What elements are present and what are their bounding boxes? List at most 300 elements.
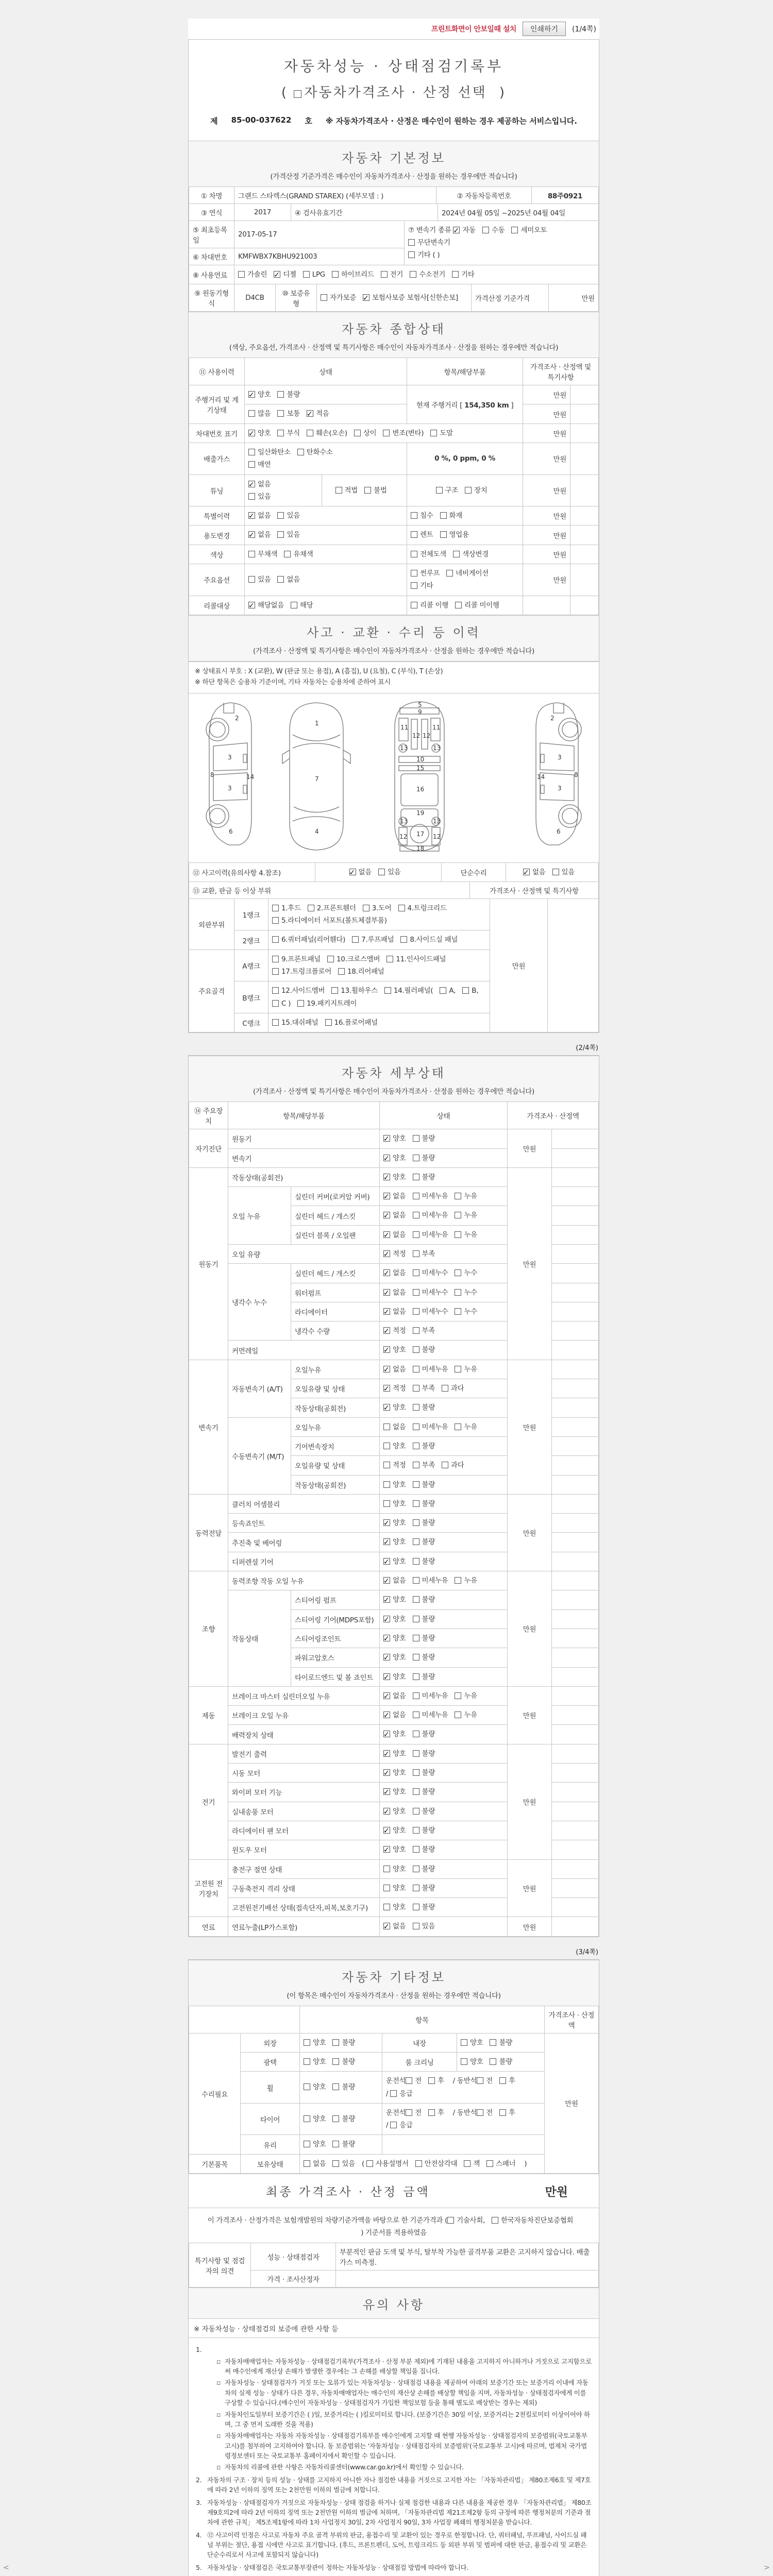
checkbox[interactable] [411,602,417,608]
checkbox-option[interactable] [490,2037,512,2049]
checkbox-option[interactable] [307,427,347,439]
checkbox-option[interactable] [248,459,271,471]
checkbox-option[interactable] [413,1843,435,1856]
checkbox[interactable] [413,1673,419,1680]
checkbox-checked[interactable] [383,1289,390,1296]
checkbox[interactable] [284,551,291,557]
checkbox[interactable] [486,2160,493,2167]
checkbox-option[interactable] [413,1709,448,1721]
checkbox-option[interactable] [413,1209,448,1222]
checkbox-option[interactable] [272,934,345,946]
checkbox[interactable] [291,602,297,608]
checkbox-option[interactable] [321,292,356,304]
checkbox[interactable] [411,512,417,519]
checkbox[interactable] [390,2090,397,2097]
checkbox-option[interactable] [440,510,462,522]
checkbox[interactable] [413,1174,419,1180]
checkbox-option[interactable] [383,1325,406,1337]
checkbox[interactable] [411,551,417,557]
checkbox-option[interactable] [272,985,325,997]
checkbox[interactable] [413,1404,419,1411]
checkbox[interactable] [248,449,255,455]
checkbox-option[interactable] [413,1863,435,1875]
checkbox-option[interactable] [248,427,271,439]
checkbox[interactable] [272,936,279,943]
checkbox-option[interactable] [413,1920,435,1933]
checkbox-option[interactable] [408,236,450,249]
checkbox[interactable] [453,551,460,557]
checkbox-option[interactable] [383,1267,406,1279]
checkbox[interactable] [440,512,447,519]
checkbox[interactable] [272,968,279,975]
checkbox-checked[interactable] [274,271,280,278]
checkbox-option[interactable] [364,484,386,497]
checkbox-option[interactable] [349,866,372,878]
checkbox-option[interactable] [294,81,486,105]
checkbox-option[interactable] [398,902,447,914]
checkbox-option[interactable] [436,484,458,497]
checkbox-option[interactable] [325,1016,378,1029]
checkbox[interactable] [413,1731,419,1737]
checkbox-option[interactable] [523,866,545,878]
checkbox-checked[interactable] [383,1731,390,1737]
checkbox-option[interactable] [411,548,446,561]
checkbox-option[interactable] [332,2056,355,2068]
checkbox[interactable] [455,602,462,608]
checkbox[interactable] [277,531,284,538]
checkbox[interactable] [413,1923,419,1929]
checkbox-option[interactable] [413,1363,448,1376]
checkbox-option[interactable] [277,573,299,586]
checkbox[interactable] [352,936,359,943]
checkbox-checked[interactable] [453,227,460,233]
checkbox[interactable] [413,1808,419,1815]
checkbox-checked[interactable] [383,1616,390,1622]
checkbox-option[interactable] [383,1536,406,1548]
checkbox[interactable] [413,1711,419,1718]
checkbox-option[interactable] [413,1382,435,1395]
checkbox[interactable] [304,2039,310,2046]
checkbox-option[interactable] [440,985,456,997]
scroll-left-arrow[interactable]: < [3,2564,9,2572]
checkbox-option[interactable] [413,1824,435,1837]
checkbox-option[interactable] [413,1786,435,1798]
checkbox[interactable] [490,2039,496,2046]
checkbox[interactable] [511,227,518,233]
checkbox[interactable] [413,1769,419,1776]
checkbox[interactable] [248,576,255,583]
checkbox[interactable] [332,271,339,278]
checkbox-option[interactable] [248,446,291,459]
checkbox[interactable] [413,1212,419,1218]
checkbox-checked[interactable] [383,1788,390,1795]
checkbox-option[interactable] [452,268,474,281]
checkbox-option[interactable] [277,510,299,522]
checkbox-option[interactable] [248,490,271,503]
checkbox-option[interactable] [413,1536,435,1548]
checkbox-checked[interactable] [383,1155,390,1161]
checkbox[interactable] [455,1711,461,1718]
checkbox[interactable] [413,1385,419,1392]
checkbox-checked[interactable] [248,531,255,538]
checkbox-option[interactable] [455,1229,477,1241]
checkbox[interactable] [413,1481,419,1488]
checkbox-option[interactable] [383,1286,406,1299]
checkbox-option[interactable] [413,1748,435,1760]
checkbox-option[interactable] [272,1016,318,1029]
checkbox[interactable] [413,1289,419,1296]
checkbox-checked[interactable] [383,1269,390,1276]
checkbox-option[interactable] [383,1613,406,1625]
checkbox-option[interactable] [413,1190,448,1202]
checkbox-checked[interactable] [383,1750,390,1757]
checkbox-option[interactable] [383,1824,406,1837]
checkbox[interactable] [325,1019,332,1026]
checkbox-checked[interactable] [383,1673,390,1680]
checkbox-checked[interactable] [383,1327,390,1334]
checkbox[interactable] [304,2160,310,2167]
checkbox-option[interactable] [440,529,469,541]
checkbox-checked[interactable] [383,1577,390,1584]
checkbox[interactable] [272,1019,279,1026]
checkbox[interactable] [413,1193,419,1199]
checkbox[interactable] [413,1577,419,1584]
checkbox-option[interactable] [492,2214,573,2227]
checkbox[interactable] [406,2077,412,2084]
checkbox-option[interactable] [406,2075,422,2087]
checkbox[interactable] [455,1577,461,1584]
checkbox-option[interactable] [352,934,394,946]
checkbox-checked[interactable] [383,1711,390,1718]
checkbox[interactable] [332,2039,339,2046]
checkbox-checked[interactable] [383,1654,390,1660]
checkbox[interactable] [455,1692,461,1699]
checkbox[interactable] [452,271,459,278]
checkbox-checked[interactable] [248,602,255,608]
checkbox-option[interactable] [411,510,433,522]
checkbox-option[interactable] [383,1920,406,1933]
checkbox-checked[interactable] [383,1346,390,1353]
checkbox-checked[interactable] [307,410,313,417]
checkbox-option[interactable] [413,1171,435,1183]
checkbox[interactable] [455,1366,461,1372]
checkbox-option[interactable] [381,268,403,281]
checkbox[interactable] [413,1866,419,1872]
checkbox-option[interactable] [383,1152,406,1164]
checkbox[interactable] [455,1193,461,1199]
checkbox[interactable] [413,1423,419,1430]
checkbox-option[interactable] [413,1344,435,1356]
checkbox-checked[interactable] [383,1596,390,1603]
checkbox-option[interactable] [406,2107,422,2119]
checkbox-option[interactable] [383,1306,406,1318]
checkbox[interactable] [413,1462,419,1468]
checkbox-option[interactable] [413,1248,435,1260]
checkbox-option[interactable] [383,1690,406,1702]
checkbox-option[interactable] [455,1306,477,1318]
checkbox-option[interactable] [413,1498,435,1510]
checkbox-option[interactable] [291,599,313,612]
checkbox[interactable] [413,1654,419,1660]
checkbox[interactable] [428,2109,435,2116]
checkbox[interactable] [383,1443,390,1449]
checkbox-checked[interactable] [383,1827,390,1834]
checkbox[interactable] [331,987,338,994]
checkbox-option[interactable] [304,2158,326,2170]
checkbox-checked[interactable] [383,1538,390,1545]
checkbox[interactable] [408,239,415,246]
checkbox-option[interactable] [386,953,446,965]
checkbox-option[interactable] [303,268,325,281]
checkbox-option[interactable] [455,1363,477,1376]
checkbox[interactable] [413,1788,419,1795]
checkbox[interactable] [294,90,301,98]
checkbox-option[interactable] [363,292,458,304]
checkbox-option[interactable] [390,2119,412,2131]
scroll-right-arrow[interactable]: > [764,2564,770,2572]
checkbox[interactable] [552,869,559,875]
checkbox-option[interactable] [413,1901,435,1913]
checkbox[interactable] [332,2115,339,2122]
checkbox-option[interactable] [411,529,433,541]
checkbox-option[interactable] [383,1555,406,1568]
checkbox[interactable] [447,2217,454,2224]
checkbox-option[interactable] [383,1882,406,1894]
checkbox-option[interactable] [297,446,333,459]
checkbox[interactable] [272,1000,279,1007]
checkbox-checked[interactable] [383,1808,390,1815]
checkbox-option[interactable] [455,1421,477,1433]
checkbox-option[interactable] [383,1901,406,1913]
checkbox[interactable] [410,271,416,278]
checkbox-option[interactable] [413,1306,448,1318]
checkbox-option[interactable] [272,902,301,914]
checkbox-option[interactable] [277,427,299,439]
checkbox-checked[interactable] [383,1174,390,1180]
checkbox[interactable] [436,487,443,494]
checkbox-option[interactable] [490,2056,512,2068]
checkbox-checked[interactable] [248,512,255,519]
checkbox-option[interactable] [413,1613,435,1625]
checkbox[interactable] [413,1155,419,1161]
checkbox-checked[interactable] [523,869,530,875]
checkbox-option[interactable] [332,268,374,281]
checkbox[interactable] [400,936,407,943]
checkbox-option[interactable] [383,1863,406,1875]
checkbox-option[interactable] [383,1594,406,1606]
checkbox[interactable] [308,905,314,911]
checkbox[interactable] [442,1385,448,1392]
checkbox-option[interactable] [383,1344,406,1356]
checkbox-checked[interactable] [363,294,369,301]
checkbox[interactable] [383,1885,390,1891]
checkbox[interactable] [304,2115,310,2122]
checkbox-option[interactable] [383,1498,406,1510]
checkbox[interactable] [383,1904,390,1910]
checkbox[interactable] [383,1500,390,1507]
checkbox-option[interactable] [297,997,357,1010]
checkbox-option[interactable] [413,1767,435,1779]
checkbox[interactable] [277,391,284,398]
checkbox-option[interactable] [410,268,445,281]
checkbox-option[interactable] [411,580,433,592]
checkbox-option[interactable] [486,2158,515,2170]
checkbox-option[interactable] [383,1651,406,1664]
checkbox-option[interactable] [390,2088,412,2100]
checkbox-option[interactable] [277,408,299,420]
checkbox-option[interactable] [332,2037,355,2049]
checkbox-option[interactable] [413,1728,435,1740]
checkbox-option[interactable] [383,1709,406,1721]
checkbox-option[interactable] [455,1709,477,1721]
checkbox[interactable] [455,1289,461,1296]
checkbox-option[interactable] [248,529,271,541]
checkbox[interactable] [398,905,405,911]
checkbox-option[interactable] [383,1209,406,1222]
checkbox-option[interactable] [248,573,271,586]
checkbox[interactable] [462,987,469,994]
checkbox[interactable] [455,1231,461,1238]
checkbox-option[interactable] [383,1805,406,1818]
checkbox[interactable] [411,582,417,589]
checkbox-checked[interactable] [383,1923,390,1929]
checkbox-option[interactable] [413,1517,435,1529]
checkbox[interactable] [413,1635,419,1641]
checkbox-option[interactable] [327,953,380,965]
checkbox[interactable] [413,1827,419,1834]
checkbox[interactable] [411,531,417,538]
checkbox-option[interactable] [455,1690,477,1702]
checkbox-option[interactable] [413,1882,435,1894]
checkbox[interactable] [297,449,304,455]
checkbox[interactable] [307,430,313,436]
checkbox[interactable] [413,1616,419,1622]
checkbox[interactable] [304,2058,310,2065]
checkbox[interactable] [277,512,284,519]
checkbox[interactable] [332,2058,339,2065]
checkbox-option[interactable] [413,1401,435,1414]
checkbox[interactable] [499,2109,506,2116]
checkbox-option[interactable] [383,1190,406,1202]
checkbox-option[interactable] [383,1363,406,1376]
checkbox[interactable] [461,2058,467,2065]
checkbox[interactable] [499,2077,506,2084]
checkbox[interactable] [413,1885,419,1891]
checkbox-checked[interactable] [383,1692,390,1699]
checkbox[interactable] [442,1462,448,1468]
checkbox[interactable] [446,570,453,577]
checkbox[interactable] [381,271,388,278]
checkbox-option[interactable] [331,985,378,997]
checkbox-checked[interactable] [248,481,255,487]
checkbox[interactable] [332,2141,339,2147]
checkbox[interactable] [482,227,489,233]
checkbox-option[interactable] [413,1479,435,1491]
checkbox[interactable] [384,987,391,994]
checkbox-option[interactable] [383,1440,406,1452]
checkbox-option[interactable] [383,427,424,439]
checkbox[interactable] [304,2083,310,2090]
checkbox-option[interactable] [383,1401,406,1414]
checkbox[interactable] [248,551,255,557]
checkbox-checked[interactable] [383,1135,390,1142]
checkbox-option[interactable] [413,1421,448,1433]
checkbox-option[interactable] [442,1382,464,1395]
checkbox[interactable] [272,956,279,962]
checkbox[interactable] [390,2122,397,2128]
checkbox-option[interactable] [304,2113,326,2125]
checkbox[interactable] [386,956,393,962]
checkbox-checked[interactable] [383,1635,390,1641]
checkbox-option[interactable] [248,548,277,561]
checkbox-checked[interactable] [383,1519,390,1526]
checkbox[interactable] [492,2217,498,2224]
checkbox[interactable] [304,2141,310,2147]
checkbox-option[interactable] [308,902,356,914]
checkbox-option[interactable] [383,1786,406,1798]
checkbox-option[interactable] [465,484,487,497]
checkbox-option[interactable] [383,1728,406,1740]
checkbox-option[interactable] [453,548,489,561]
checkbox-option[interactable] [462,985,478,997]
checkbox[interactable] [455,1308,461,1315]
checkbox-option[interactable] [413,1132,435,1145]
checkbox-option[interactable] [332,2138,355,2150]
checkbox-option[interactable] [455,1209,477,1222]
checkbox[interactable] [465,487,472,494]
checkbox-option[interactable] [383,1517,406,1529]
checkbox-checked[interactable] [383,1231,390,1238]
checkbox-option[interactable] [383,1574,406,1587]
checkbox-option[interactable] [552,866,575,878]
checkbox-option[interactable] [304,2056,326,2068]
checkbox-option[interactable] [378,866,400,878]
checkbox-option[interactable] [461,2056,483,2068]
checkbox-option[interactable] [384,985,433,997]
checkbox[interactable] [303,271,310,278]
checkbox[interactable] [413,1904,419,1910]
checkbox-option[interactable] [354,427,376,439]
checkbox[interactable] [413,1327,419,1334]
checkbox[interactable] [383,430,390,436]
checkbox[interactable] [335,487,342,494]
checkbox-option[interactable] [413,1671,435,1683]
checkbox[interactable] [413,1596,419,1603]
checkbox-option[interactable] [455,1286,477,1299]
checkbox-option[interactable] [477,2107,493,2119]
checkbox-option[interactable] [413,1325,435,1337]
checkbox-checked[interactable] [248,430,255,436]
checkbox[interactable] [461,2039,467,2046]
checkbox[interactable] [413,1500,419,1507]
checkbox-checked[interactable] [383,1212,390,1218]
checkbox[interactable] [477,2077,483,2084]
checkbox-checked[interactable] [383,1250,390,1257]
checkbox[interactable] [413,1443,419,1449]
checkbox[interactable] [277,576,284,583]
checkbox[interactable] [464,2160,470,2167]
checkbox[interactable] [413,1750,419,1757]
checkbox-option[interactable] [446,567,489,580]
checkbox-option[interactable] [248,408,271,420]
checkbox[interactable] [411,570,417,577]
checkbox-option[interactable] [383,1229,406,1241]
checkbox[interactable] [413,1231,419,1238]
checkbox[interactable] [428,2077,435,2084]
checkbox-option[interactable] [415,2158,458,2170]
checkbox-option[interactable] [304,2138,326,2150]
checkbox-option[interactable] [413,1594,435,1606]
